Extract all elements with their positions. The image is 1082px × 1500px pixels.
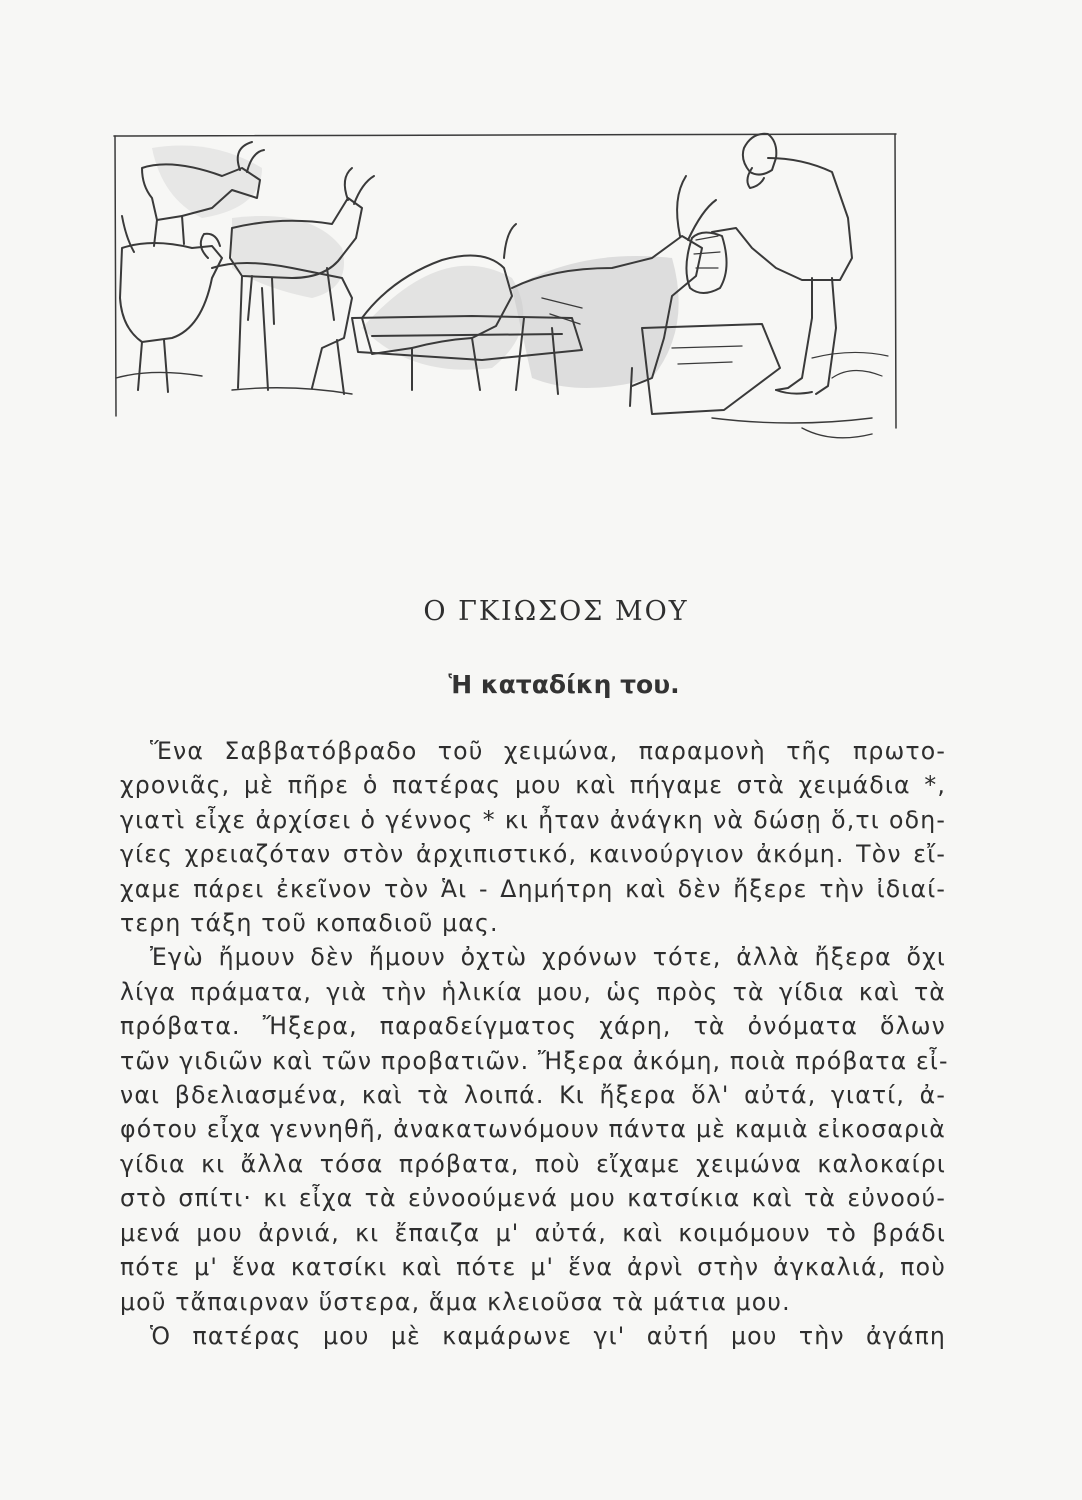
text-line: γιατὶ εἶχε ἀρχίσει ὁ γέννος * κι ἦταν ἀνάγκη νὰ δώσῃ ὅ,τι οδη- [120,805,946,834]
text-line: Ἐγὼ ἤμουν δὲν ἤμουν ὀχτὼ χρόνων τότε, ἀλλὰ ἤξερα ὄχι [150,943,946,972]
text-line: Ἕνα Σαββατόβραδο τοῦ χειμώνα, παραμονὴ τῆς πρωτο- [150,737,946,765]
text-line: μενά μου ἀρνιά, κι ἔπαιζα μ' αὐτά, καὶ κοιμόμουν τὸ βράδι [120,1218,946,1247]
chapter-subtitle: Ἡ καταδίκη του. [448,670,680,699]
text-line: χρονιᾶς, μὲ πῆρε ὁ πατέρας μου καὶ πήγαμε στὰ χειμάδια *, [120,771,946,800]
text-line: στὸ σπίτι· κι εἶχα τὰ εὐνοούμενά μου κατσίκια καὶ τὰ εὐνοού- [120,1184,946,1213]
text-line: πότε μ' ἕνα κατσίκι καὶ πότε μ' ἕνα ἀρνὶ στὴν ἀγκαλιά, ποὺ [120,1253,946,1282]
text-line: χαμε πάρει ἐκεῖνον τὸν Ἁι - Δημήτρη καὶ δὲν ἤξερε τὴν ἰδιαί- [120,874,946,903]
text-line: γίες χρειαζόταν στὸν ἀρχιπιστικό, καινούργιον ἀκόμη. Τὸν εἴ- [120,840,946,869]
body-text [120,734,949,1353]
text-line: ναι βδελιασμένα, καὶ τὰ λοιπά. Κι ἤξερα ὅλ' αὐτά, γιατί, ἀ- [120,1081,946,1110]
text-line: πρόβατα. Ἤξερα, παραδείγματος χάρη, τὰ ὀνόματα ὅλων [120,1012,946,1041]
goats-feeding-illustration [112,128,898,448]
text-line: γίδια κι ἄλλα τόσα πρόβατα, ποὺ εἴχαμε χειμώνα καλοκαίρι [120,1149,946,1178]
text-line: τερη τάξη τοῦ κοπαδιοῦ μας. [120,909,499,938]
text-line: τῶν γιδιῶν καὶ τῶν προβατιῶν. Ἤξερα ἀκόμη, ποιὰ πρόβατα εἶ- [120,1046,949,1075]
text-line: λίγα πράματα, γιὰ τὴν ἡλικία μου, ὡς πρὸς τὰ γίδια καὶ τὰ [120,977,946,1006]
text-line: φότου εἶχα γεννηθῆ, ἀνακατωνόμουν πάντα μὲ καμιὰ εἰκοσαριὰ [120,1115,946,1144]
text-line: Ὁ πατέρας μου μὲ καμάρωνε γι' αὐτή μου τὴν ἀγάπη [150,1321,946,1350]
text-line: μοῦ τἄπαιρναν ὕστερα, ἅμα κλειοῦσα τὰ μάτια μου. [120,1287,791,1316]
chapter-title: Ο ΓΚΙΩΣΟΣ ΜΟΥ [423,596,689,627]
